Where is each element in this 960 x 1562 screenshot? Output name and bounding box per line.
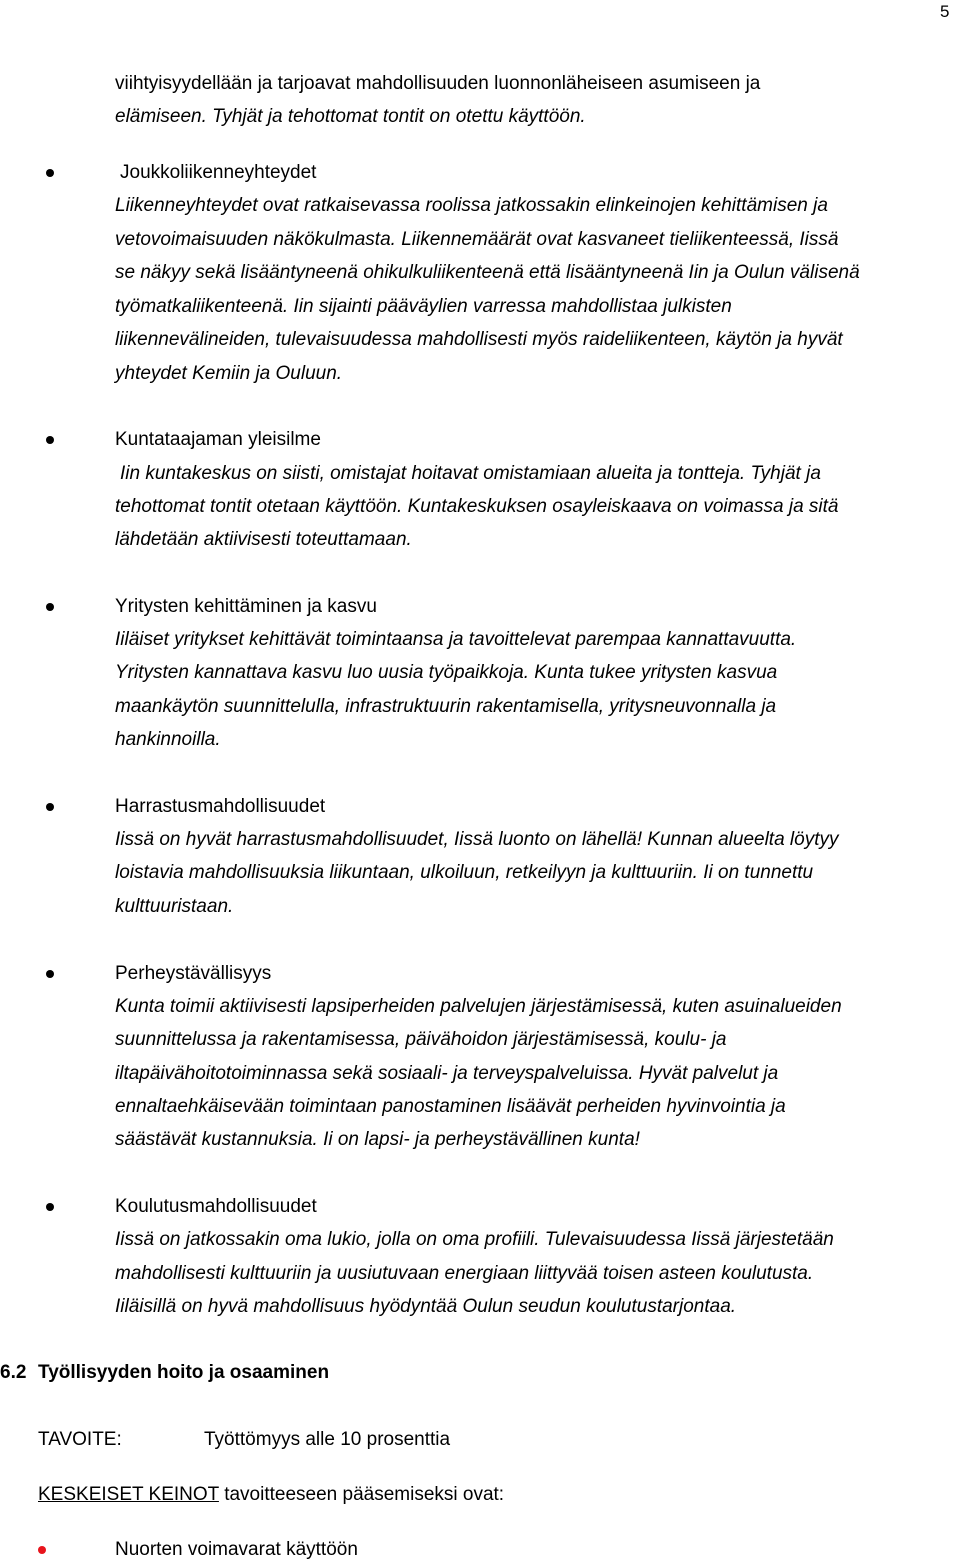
section-text-line: iltapäivähoitotoiminnassa sekä sosiaali- ja terveyspalveluissa. Hyvät palvelut ja	[115, 1063, 779, 1084]
section-text-line: liikennevälineiden, tulevaisuudessa mahdollisesti myös raideliikenteen, käytön ja hyvät	[115, 329, 843, 350]
intro-line: elämiseen. Tyhjät ja tehottomat tontit on otettu käyttöön.	[115, 106, 586, 127]
section-heading: Koulutusmahdollisuudet	[115, 1196, 317, 1217]
section-text-line: työmatkaliikenteenä. Iin sijainti pääväylien varressa mahdollistaa julkisten	[115, 296, 732, 317]
section-heading: Kuntataajaman yleisilme	[115, 429, 321, 450]
section-text-line: Kunta toimii aktiivisesti lapsiperheiden palvelujen järjestämisessä, kuten asuinalueiden	[115, 996, 842, 1017]
section-text-line: hankinnoilla.	[115, 729, 221, 750]
section-text-line: säästävät kustannuksia. Ii on lapsi- ja perheystävällinen kunta!	[115, 1129, 640, 1150]
intro-line: viihtyisyydellään ja tarjoavat mahdollisuuden luonnonläheiseen asumiseen ja	[115, 73, 761, 94]
section-text-line: Iiläiset yritykset kehittävät toimintaansa ja tavoittelevat parempaa kannattavuutta.	[115, 629, 797, 650]
section-text-line: Liikenneyhteydet ovat ratkaisevassa roolissa jatkossakin elinkeinojen kehittämisen ja	[115, 195, 828, 216]
section-text-line: mahdollisesti kulttuuriin ja uusiutuvaan energiaan liittyvää toisen asteen koulutusta.	[115, 1263, 814, 1284]
means-line	[38, 1483, 504, 1507]
section-heading: Joukkoliikenneyhteydet	[120, 162, 317, 183]
section-heading: Perheystävällisyys	[115, 963, 272, 984]
section-text-line: ennaltaehkäisevään toimintaan panostaminen lisäävät perheiden hyvinvointia ja	[115, 1096, 786, 1117]
section-heading: Harrastusmahdollisuudet	[115, 796, 326, 817]
section-text-line: Yritysten kannattava kasvu luo uusia työpaikkoja. Kunta tukee yritysten kasvua	[115, 662, 778, 683]
goal-label: TAVOITE:	[38, 1429, 122, 1450]
section-text-line: tehottomat tontit otetaan käyttöön. Kuntakeskuksen osayleiskaava on voimassa ja sitä	[115, 496, 839, 517]
bullet-icon	[46, 169, 54, 177]
section-text-line: kulttuuristaan.	[115, 896, 234, 917]
bullet-icon	[46, 970, 54, 978]
chapter-title: Työllisyyden hoito ja osaaminen	[38, 1362, 330, 1383]
section-text-line: Iiläisillä on hyvä mahdollisuus hyödyntää Oulun seudun koulutustarjontaa.	[115, 1296, 737, 1317]
chapter-number: 6.2	[0, 1362, 27, 1383]
section-heading: Yritysten kehittäminen ja kasvu	[115, 596, 377, 617]
bullet-icon	[46, 436, 54, 444]
section-text-line: Iissä on jatkossakin oma lukio, jolla on oma profiili. Tulevaisuudessa Iissä järjestetään	[115, 1229, 834, 1250]
section-text-line: vetovoimaisuuden näkökulmasta. Liikennemäärät ovat kasvaneet tieliikenteessä, Iissä	[115, 229, 839, 250]
means-label: KESKEISET KEINOT	[38, 1484, 219, 1505]
section-text-line: maankäytön suunnittelulla, infrastruktuurin rakentamisella, yritysneuvonnalla ja	[115, 696, 777, 717]
section-text-line: yhteydet Kemiin ja Ouluun.	[115, 363, 343, 384]
bullet-icon	[46, 603, 54, 611]
section-text-line: Iin kuntakeskus on siisti, omistajat hoitavat omistamiaan alueita ja tontteja. Tyhjät ja	[120, 463, 821, 484]
page-number: 5	[940, 2, 950, 21]
section-text-line: loistavia mahdollisuuksia liikuntaan, ulkoiluun, retkeilyyn ja kulttuuriin. Ii on tunnettu	[115, 862, 814, 883]
red-bullet-icon	[38, 1546, 46, 1554]
goal-value: Työttömyys alle 10 prosenttia	[204, 1429, 451, 1450]
section-text-line: suunnittelussa ja rakentamisessa, päivähoidon järjestämisessä, koulu- ja	[115, 1029, 727, 1050]
bullet-icon	[46, 1203, 54, 1211]
chapter-heading	[0, 1361, 329, 1385]
section-text-line: lähdetään aktiivisesti toteuttamaan.	[115, 529, 412, 550]
bullet-icon	[46, 803, 54, 811]
section-text-line: Iissä on hyvät harrastusmahdollisuudet, Iissä luonto on lähellä! Kunnan alueelta löytyy	[115, 829, 839, 850]
section-text-line: se näkyy sekä lisääntyneenä ohikulkuliikenteenä että lisääntyneenä Iin ja Oulun välisenä	[115, 262, 860, 283]
means-rest: tavoitteeseen pääsemiseksi ovat:	[218, 1484, 505, 1505]
means-item: Nuorten voimavarat käyttöön	[115, 1539, 358, 1560]
